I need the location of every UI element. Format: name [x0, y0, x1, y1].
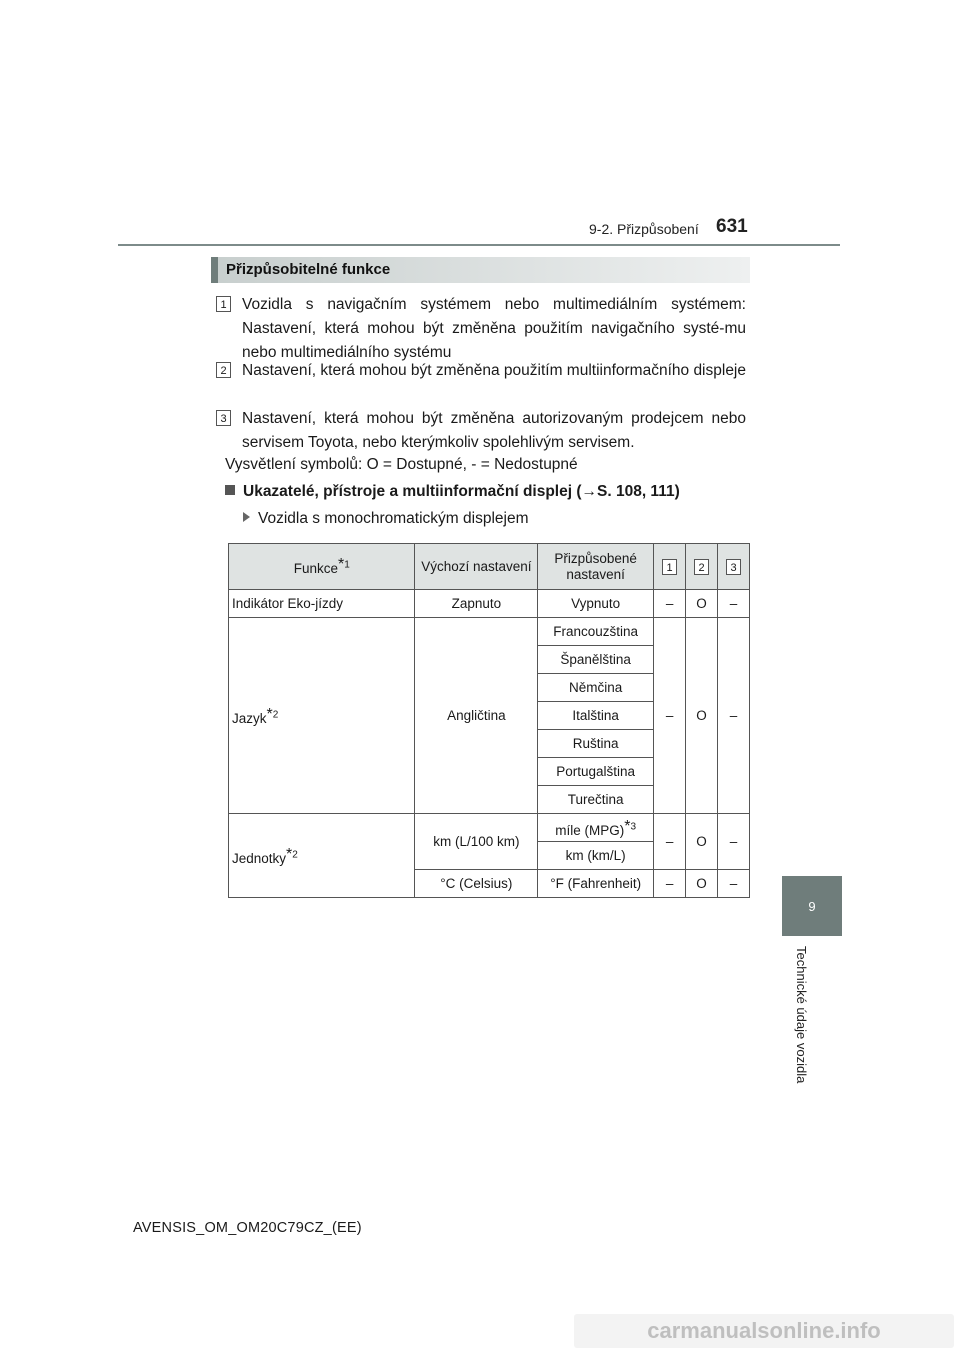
table-header-row — [229, 544, 750, 590]
cell-default: km (L/100 km) — [415, 814, 538, 870]
cell-custom: °F (Fahrenheit) — [538, 870, 654, 898]
number-badge: 3 — [216, 410, 231, 426]
number-badge: 2 — [216, 362, 231, 378]
cell-avail-3: – — [718, 590, 750, 618]
subsection-heading — [225, 483, 680, 501]
cell-default: Zapnuto — [415, 590, 538, 618]
cell-option: Francouzština — [538, 618, 654, 646]
numbered-item — [216, 407, 746, 455]
asterisk-icon: * — [624, 817, 631, 835]
cell-option: Turečtina — [538, 786, 654, 814]
header-default: Výchozí nastavení — [415, 544, 538, 590]
asterisk-icon: * — [266, 705, 273, 723]
number-badge: 1 — [662, 559, 677, 575]
numbered-item — [216, 359, 746, 383]
cell-option: Němčina — [538, 674, 654, 702]
number-badge: 1 — [216, 296, 231, 312]
header-custom: Přizpůsobené nastavení — [538, 544, 654, 590]
cell-option: Portugalština — [538, 758, 654, 786]
chapter-tab[interactable]: 9 — [782, 876, 842, 936]
sub-subsection-heading — [243, 510, 529, 528]
numbered-item-text: Nastavení, která mohou být změněna autorizovaným prodejcem nebo servisem Toyota, nebo kterýmkoliv spolehlivým servisem. — [242, 410, 746, 451]
cell-avail-1: – — [654, 590, 686, 618]
sub-subsection-title: Vozidla s monochromatickým displejem — [258, 510, 529, 527]
cell-option: Italština — [538, 702, 654, 730]
cell-default: Angličtina — [415, 618, 538, 814]
chapter-label: Technické údaje vozidla — [794, 946, 809, 1084]
cell-option: Španělština — [538, 646, 654, 674]
footnote-marker: 1 — [344, 559, 350, 570]
header-function-label: Funkce — [293, 560, 338, 576]
header-col-1 — [654, 544, 686, 590]
document-code: AVENSIS_OM_OM20C79CZ_(EE) — [133, 1220, 362, 1236]
asterisk-icon: * — [286, 845, 293, 863]
table-row — [229, 590, 750, 618]
page-number: 631 — [716, 216, 748, 237]
function-label: Jednotky — [232, 850, 287, 866]
table-row — [229, 814, 750, 842]
cell-avail-2: O — [686, 870, 718, 898]
cell-avail-3: – — [718, 870, 750, 898]
cell-function: Indikátor Eko-jízdy — [229, 590, 415, 618]
cell-function — [229, 814, 415, 898]
triangle-bullet-icon — [243, 512, 250, 522]
cell-avail-2: O — [686, 814, 718, 870]
cell-avail-1: – — [654, 618, 686, 814]
footnote-marker: 2 — [292, 849, 298, 860]
cell-avail-1: – — [654, 814, 686, 870]
header-section-title: 9-2. Přizpůsobení — [589, 221, 699, 237]
square-bullet-icon — [225, 485, 235, 495]
number-badge: 2 — [694, 559, 709, 575]
settings-table — [228, 543, 750, 898]
cell-avail-2: O — [686, 590, 718, 618]
subsection-title[interactable]: Ukazatelé, přístroje a multiinformační displej (→S. 108, 111) — [243, 483, 680, 500]
cell-avail-2: O — [686, 618, 718, 814]
cell-option: Ruština — [538, 730, 654, 758]
numbered-item-text: Vozidla s navigačním systémem nebo multimediálním systémem: Nastavení, která mohou být změněna použitím navigačního systé-mu nebo multimediálního systému — [242, 296, 746, 361]
cell-option — [538, 814, 654, 842]
section-title: Přizpůsobitelné funkce — [211, 257, 750, 283]
cell-custom: Vypnuto — [538, 590, 654, 618]
function-label: Jazyk — [232, 710, 267, 726]
header-function — [229, 544, 415, 590]
footnote-marker: 3 — [630, 821, 637, 832]
header-divider — [118, 244, 840, 246]
cell-avail-1: – — [654, 870, 686, 898]
cell-avail-3: – — [718, 618, 750, 814]
cell-default: °C (Celsius) — [415, 870, 538, 898]
number-badge: 3 — [726, 559, 741, 575]
cell-function — [229, 618, 415, 814]
cell-avail-3: – — [718, 814, 750, 870]
table-row — [229, 618, 750, 646]
header-col-3 — [718, 544, 750, 590]
option-label: míle (MPG) — [555, 822, 625, 838]
asterisk-icon: * — [337, 555, 345, 573]
symbol-legend: Vysvětlení symbolů: O = Dostupné, - = Nedostupné — [225, 456, 578, 473]
numbered-item-text: Nastavení, která mohou být změněna použitím multiinformačního displeje — [242, 362, 746, 379]
footnote-marker: 2 — [272, 709, 279, 720]
numbered-item — [216, 293, 746, 365]
site-watermark[interactable]: carmanualsonline.info — [574, 1314, 954, 1348]
header-col-2 — [686, 544, 718, 590]
cell-option: km (km/L) — [538, 842, 654, 870]
